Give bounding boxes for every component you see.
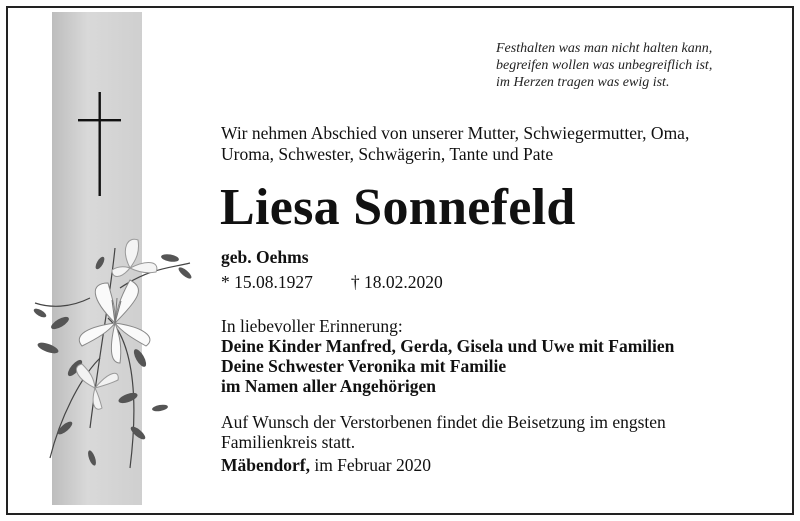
deceased-name: Liesa Sonnefeld [220, 179, 576, 236]
mourner-line: im Namen aller Angehörigen [221, 376, 437, 396]
mourner-line: Deine Kinder Manfred, Gerda, Gisela und Uwe mit Familien [221, 336, 675, 356]
date: im Februar 2020 [314, 455, 431, 475]
cross-icon [78, 92, 122, 198]
birth-name: geb. Oehms [221, 247, 309, 267]
motto-line: Festhalten was man nicht halten kann, [496, 41, 713, 56]
death-date: † 18.02.2020 [350, 272, 443, 292]
funeral-note-line: Auf Wunsch der Verstorbenen findet die Beisetzung im engsten [221, 412, 666, 432]
funeral-note [221, 412, 666, 452]
intro-line: Uroma, Schwester, Schwägerin, Tante und Pate [221, 144, 554, 164]
remembrance [221, 316, 674, 396]
mourner-line: Deine Schwester Veronika mit Familie [221, 356, 507, 376]
place: Mäbendorf, [221, 455, 310, 475]
lily-flowers-icon [20, 228, 210, 488]
remembrance-heading: In liebevoller Erinnerung: [221, 316, 403, 336]
motto [496, 40, 712, 91]
intro-line: Wir nehmen Abschied von unserer Mutter, Schwiegermutter, Oma, [221, 123, 690, 143]
place-date [221, 455, 431, 475]
intro-text [221, 123, 689, 165]
motto-line: im Herzen tragen was ewig ist. [496, 75, 670, 90]
birth-date: * 15.08.1927 [221, 272, 313, 292]
funeral-note-line: Familienkreis statt. [221, 432, 356, 452]
motto-line: begreifen wollen was unbegreiflich ist, [496, 58, 713, 73]
life-dates [221, 272, 443, 292]
